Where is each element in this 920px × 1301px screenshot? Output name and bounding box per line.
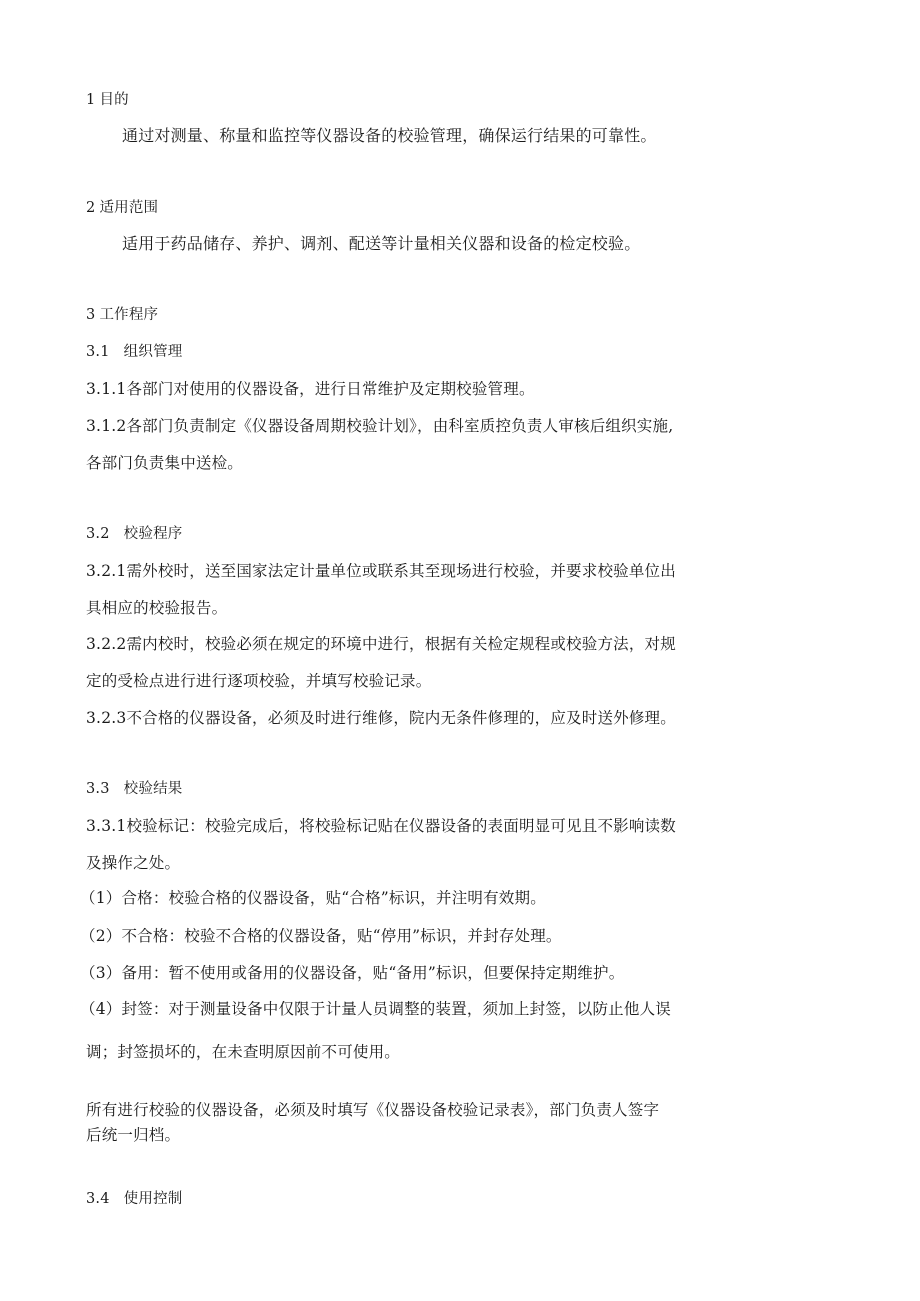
paragraph-3-1-2-line-1: 3.1.2各部门负责制定《仪器设备周期校验计划》，由科室质控负责人审核后组织实施,	[86, 417, 674, 435]
list-item-3: （3）备用：暂不使用或备用的仪器设备，贴“备用”标识，但要保持定期维护。	[80, 964, 625, 982]
heading-1-title: 目的	[99, 92, 129, 108]
heading-3-2	[86, 524, 182, 544]
heading-1	[86, 90, 129, 110]
section-2-body: 适用于药品储存、养护、调剂、配送等计量相关仪器和设备的检定校验。	[122, 234, 641, 253]
heading-3-number: 3	[86, 307, 96, 323]
list-item-1: （1）合格：校验合格的仪器设备，贴“合格”标识，并注明有效期。	[80, 889, 546, 907]
paragraph-3-2-2-line-1: 3.2.2需内校时，校验必须在规定的环境中进行，根据有关检定规程或校验方法，对规	[86, 635, 676, 653]
heading-3-4-title: 使用控制	[123, 1191, 183, 1207]
heading-3-2-number: 3.2	[86, 526, 110, 542]
paragraph-3-1-1: 3.1.1各部门对使用的仪器设备，进行日常维护及定期校验管理。	[86, 380, 535, 398]
list-item-2: （2）不合格：校验不合格的仪器设备，贴“停用”标识，并封存处理。	[80, 927, 562, 945]
heading-3-3-title: 校验结果	[123, 781, 183, 797]
heading-3-title: 工作程序	[99, 307, 159, 323]
heading-3-3	[86, 779, 182, 799]
list-item-4-line-2: 调；封签损坏的，在未查明原因前不可使用。	[86, 1043, 401, 1061]
paragraph-3-3-1-line-2: 及操作之处。	[86, 854, 181, 872]
heading-2-title: 适用范围	[99, 200, 159, 216]
heading-2	[86, 198, 158, 218]
heading-3-4	[86, 1189, 182, 1209]
heading-3-2-title: 校验程序	[123, 526, 183, 542]
note-line-1: 所有进行校验的仪器设备，必须及时填写《仪器设备校验记录表》，部门负责人签字	[86, 1101, 660, 1119]
paragraph-3-2-2-line-2: 定的受检点进行进行逐项校验，并填写校验记录。	[86, 672, 432, 690]
note-line-2: 后统一归档。	[86, 1126, 181, 1144]
heading-3-1-number: 3.1	[86, 344, 110, 360]
heading-3-1-title: 组织管理	[123, 344, 183, 360]
section-1-body: 通过对测量、称量和监控等仪器设备的校验管理，确保运行结果的可靠性。	[122, 126, 657, 145]
paragraph-3-2-3: 3.2.3不合格的仪器设备，必须及时进行维修，院内无条件修理的，应及时送外修理。	[86, 709, 676, 727]
paragraph-3-2-1-line-1: 3.2.1需外校时，送至国家法定计量单位或联系其至现场进行校验，并要求校验单位出	[86, 562, 676, 580]
paragraph-3-2-1-line-2: 具相应的校验报告。	[86, 599, 228, 617]
heading-3-3-number: 3.3	[86, 781, 110, 797]
list-item-4-line-1: （4）封签：对于测量设备中仅限于计量人员调整的装置，须加上封签，以防止他人误	[80, 1000, 671, 1018]
heading-3-1	[86, 342, 182, 362]
heading-2-number: 2	[86, 200, 96, 216]
heading-1-number: 1	[86, 92, 96, 108]
paragraph-3-3-1-line-1: 3.3.1校验标记：校验完成后，将校验标记贴在仪器设备的表面明显可见且不影响读数	[86, 817, 676, 835]
heading-3	[86, 305, 158, 325]
heading-3-4-number: 3.4	[86, 1191, 110, 1207]
paragraph-3-1-2-line-2: 各部门负责集中送检。	[86, 454, 244, 472]
